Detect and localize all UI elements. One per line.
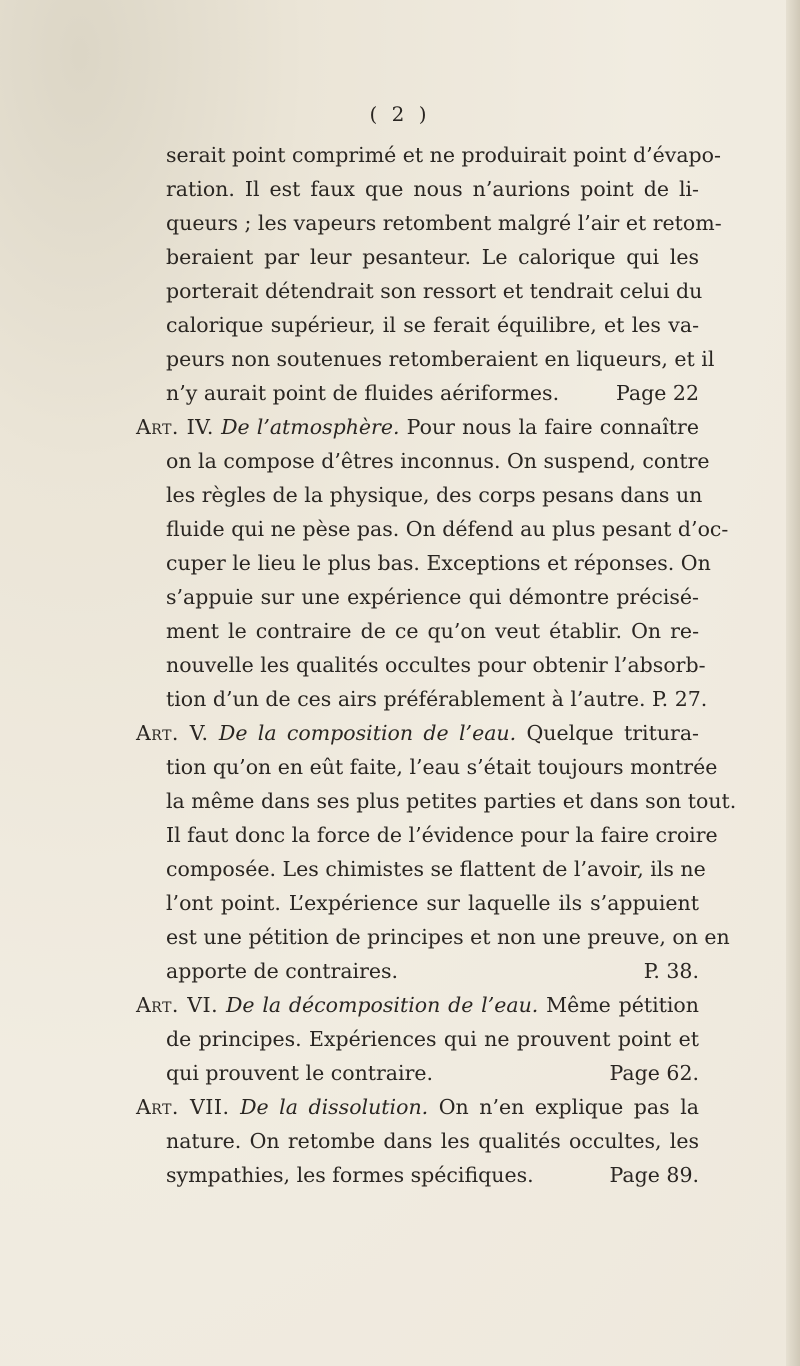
text-line: ment le contraire de ce qu’on veut établir. On re- bbox=[166, 619, 699, 643]
article-title: De la décomposition de l’eau. bbox=[225, 993, 539, 1017]
article-text: Même pétition bbox=[546, 993, 699, 1017]
article-label: Art. IV. bbox=[136, 415, 214, 439]
text-line: l’ont point. L’expérience sur laquelle ils s’appuient bbox=[166, 891, 699, 915]
article-title: De l’atmosphère. bbox=[221, 415, 400, 439]
page-reference: Page 89. bbox=[609, 1163, 699, 1187]
text-line-with-ref bbox=[166, 378, 699, 408]
text-line: composée. Les chimistes se flattent de l’avoir, ils ne bbox=[166, 857, 706, 881]
line-text: qui prouvent le contraire. bbox=[166, 1061, 434, 1085]
article-label: Art. V. bbox=[136, 721, 209, 745]
text-line: on la compose d’êtres inconnus. On suspend, contre bbox=[166, 449, 710, 473]
page-number: ( 2 ) bbox=[369, 102, 431, 126]
article-heading-vi bbox=[136, 990, 699, 1020]
text-line: serait point comprimé et ne produirait point d’évapo- bbox=[166, 143, 721, 167]
text-line: est une pétition de principes et non une preuve, on en bbox=[166, 925, 730, 949]
text-line-with-ref bbox=[166, 1058, 699, 1088]
article-heading-vii bbox=[136, 1092, 699, 1122]
article-heading-v bbox=[136, 718, 699, 748]
text-line: s’appuie sur une expérience qui démontre précisé- bbox=[166, 585, 699, 609]
text-line: porterait détendrait son ressort et tendrait celui du bbox=[166, 279, 703, 303]
text-line-with-ref bbox=[166, 956, 699, 986]
text-line: tion d’un de ces airs préférablement à l’autre. P. 27. bbox=[166, 687, 708, 711]
text-line: de principes. Expériences qui ne prouvent point et bbox=[166, 1027, 699, 1051]
line-text: n’y aurait point de fluides aériformes. bbox=[166, 381, 560, 405]
article-title: De la composition de l’eau. bbox=[218, 721, 517, 745]
text-line: beraient par leur pesanteur. Le calorique qui les bbox=[166, 245, 699, 269]
page-reference: Page 62. bbox=[609, 1061, 699, 1085]
article-text: Pour nous la faire connaître bbox=[406, 415, 699, 439]
article-title: De la dissolution. bbox=[240, 1095, 429, 1119]
text-line: peurs non soutenues retomberaient en liqueurs, et il bbox=[166, 347, 715, 371]
article-text: On n’en explique pas la bbox=[438, 1095, 699, 1119]
text-line: la même dans ses plus petites parties et dans son tout. bbox=[166, 789, 737, 813]
line-text: apporte de contraires. bbox=[166, 959, 399, 983]
text-line: nature. On retombe dans les qualités occultes, les bbox=[166, 1129, 699, 1153]
text-line: les règles de la physique, des corps pesans dans un bbox=[166, 483, 703, 507]
text-line: queurs ; les vapeurs retombent malgré l’air et retom- bbox=[166, 211, 722, 235]
text-line: cuper le lieu le plus bas. Exceptions et réponses. On bbox=[166, 551, 711, 575]
text-line: Il faut donc la force de l’évidence pour la faire croire bbox=[166, 823, 718, 847]
page-reference: P. 38. bbox=[643, 959, 699, 983]
text-line: fluide qui ne pèse pas. On défend au plus pesant d’oc- bbox=[166, 517, 729, 541]
page-reference: Page 22 bbox=[616, 381, 699, 405]
article-heading-iv bbox=[136, 412, 699, 442]
text-line: ration. Il est faux que nous n’aurions point de li- bbox=[166, 177, 699, 201]
article-label: Art. VI. bbox=[136, 993, 219, 1017]
line-text: sympathies, les formes spécifiques. bbox=[166, 1163, 534, 1187]
text-line-with-ref bbox=[166, 1160, 699, 1190]
text-line: tion qu’on en eût faite, l’eau s’était toujours montrée bbox=[166, 755, 718, 779]
text-line: calorique supérieur, il se ferait équilibre, et les va- bbox=[166, 313, 699, 337]
article-label: Art. VII. bbox=[136, 1095, 230, 1119]
article-text: Quelque tritura- bbox=[526, 721, 699, 745]
page-edge bbox=[786, 0, 800, 1366]
text-line: nouvelle les qualités occultes pour obtenir l’absorb- bbox=[166, 653, 706, 677]
